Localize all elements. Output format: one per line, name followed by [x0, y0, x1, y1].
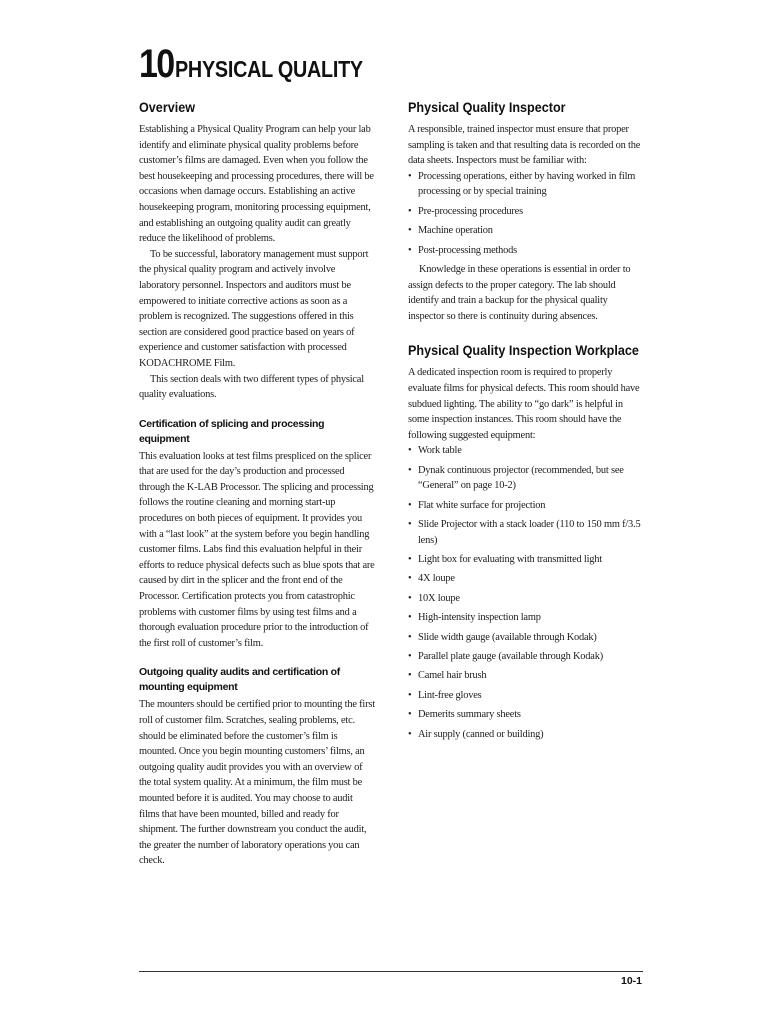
chapter-title — [139, 42, 393, 87]
list-item: • Post-processing methods — [408, 243, 644, 259]
audit-heading: Outgoing quality audits and certification of mounting equipment — [139, 666, 340, 694]
overview-paragraph-1: Establishing a Physical Quality Program can help your lab identify and eliminate physical quality problems before customer’s films are damaged. Even when you follow the best housekeeping and processing procedures, there will be occasions when damage occurs. Establishing an active housekeeping program, monitoring processing equipment, and establishing an outgoing quality audit can greatly reduce the likelihood of problems. — [139, 124, 374, 245]
inspector-paragraph-2: Knowledge in these operations is essential in order to assign defects to the proper category. The lab should identify and train a backup for the physical quality inspector so there is continuity during absences. — [408, 263, 631, 322]
list-item: • High-intensity inspection lamp — [408, 610, 644, 626]
list-item: • Slide Projector with a stack loader (110 to 150 mm f/3.5 lens) — [408, 517, 644, 548]
workplace-list — [408, 443, 644, 742]
list-item: • Light box for evaluating with transmitted light — [408, 552, 644, 568]
inspector-list — [408, 169, 644, 258]
list-item: • 10X loupe — [408, 591, 644, 607]
left-column — [139, 99, 375, 869]
list-item: • Demerits summary sheets — [408, 707, 644, 723]
right-column — [408, 99, 644, 746]
chapter-title-text: PHYSICAL QUALITY — [175, 56, 363, 82]
inspector-heading: Physical Quality Inspector — [408, 99, 566, 115]
list-item: • Flat white surface for projection — [408, 498, 644, 514]
list-item: • Camel hair brush — [408, 668, 644, 684]
list-item: • Processing operations, either by having worked in film processing or by special training — [408, 169, 644, 200]
overview-heading: Overview — [139, 99, 196, 115]
list-item: • Slide width gauge (available through Kodak) — [408, 630, 644, 646]
list-item: • Machine operation — [408, 223, 644, 239]
audit-paragraph: The mounters should be certified prior to mounting the first roll of customer film. Scratches, sealing problems, etc. should be eliminated before the customer’s film is mounted. Once you begin mounting customers’ films, an outgoing quality audit provides you with an overview of the total system quality. At a minimum, the film must be mounted before it is audited. You may choose to audit films that have been mounted, billed and ready for shipment. The further downstream you conduct the audit, the greater the number of laboratory operations you can check. — [139, 699, 375, 867]
list-item: • Dynak continuous projector (recommended, but see “General” on page 10-2) — [408, 463, 644, 494]
workplace-paragraph: A dedicated inspection room is required to properly evaluate films for physical defects. This room should have subdued lighting. The ability to “go dark” is helpful in some inspection instances. This room should have the following suggested equipment: — [408, 367, 640, 441]
certification-heading: Certification of splicing and processing equipment — [139, 417, 325, 445]
list-item: • 4X loupe — [408, 571, 644, 587]
list-item: • Parallel plate gauge (available through Kodak) — [408, 649, 644, 665]
list-item: • Lint-free gloves — [408, 688, 644, 704]
list-item: • Work table — [408, 443, 644, 459]
page-number: 10-1 — [620, 975, 642, 987]
chapter-number: 10 — [139, 42, 174, 86]
list-item: • Pre-processing procedures — [408, 204, 644, 220]
footer-rule — [139, 971, 643, 972]
list-item: • Air supply (canned or building) — [408, 727, 644, 743]
inspector-paragraph: A responsible, trained inspector must ensure that proper sampling is taken and that resulting data is recorded on the data sheets. Inspectors must be familiar with: — [408, 124, 641, 167]
certification-paragraph: This evaluation looks at test films prespliced on the splicer that are used for the day’s production and processed through the K-LAB Processor. The splicing and processing follows the routine cleaning and morning start-up procedures on both pieces of equipment. It provides you with a “last look” at the system before you begin handling customer films. Labs find this evaluation helpful in their efforts to reduce physical defects such as blue spots that are caused by dirt in the splicer and the front end of the Processor. Certification protects you from catastrophic problems with customer films by using test films and a thorough evaluation procedure prior to the introduction of the first roll of customer’s film. — [139, 450, 375, 649]
overview-paragraph-2: To be successful, laboratory management must support the physical quality program and actively involve laboratory personnel. Inspectors and auditors must be empowered to initiate corrective actions as soon as a problem is recognized. The suggestions offered in this section are considered good practice based on years of experience and customer satisfaction with processed KODACHROME Film. — [139, 248, 369, 369]
overview-paragraph-3: This section deals with two different types of physical quality evaluations. — [139, 373, 364, 401]
workplace-heading: Physical Quality Inspection Workplace — [408, 342, 639, 359]
